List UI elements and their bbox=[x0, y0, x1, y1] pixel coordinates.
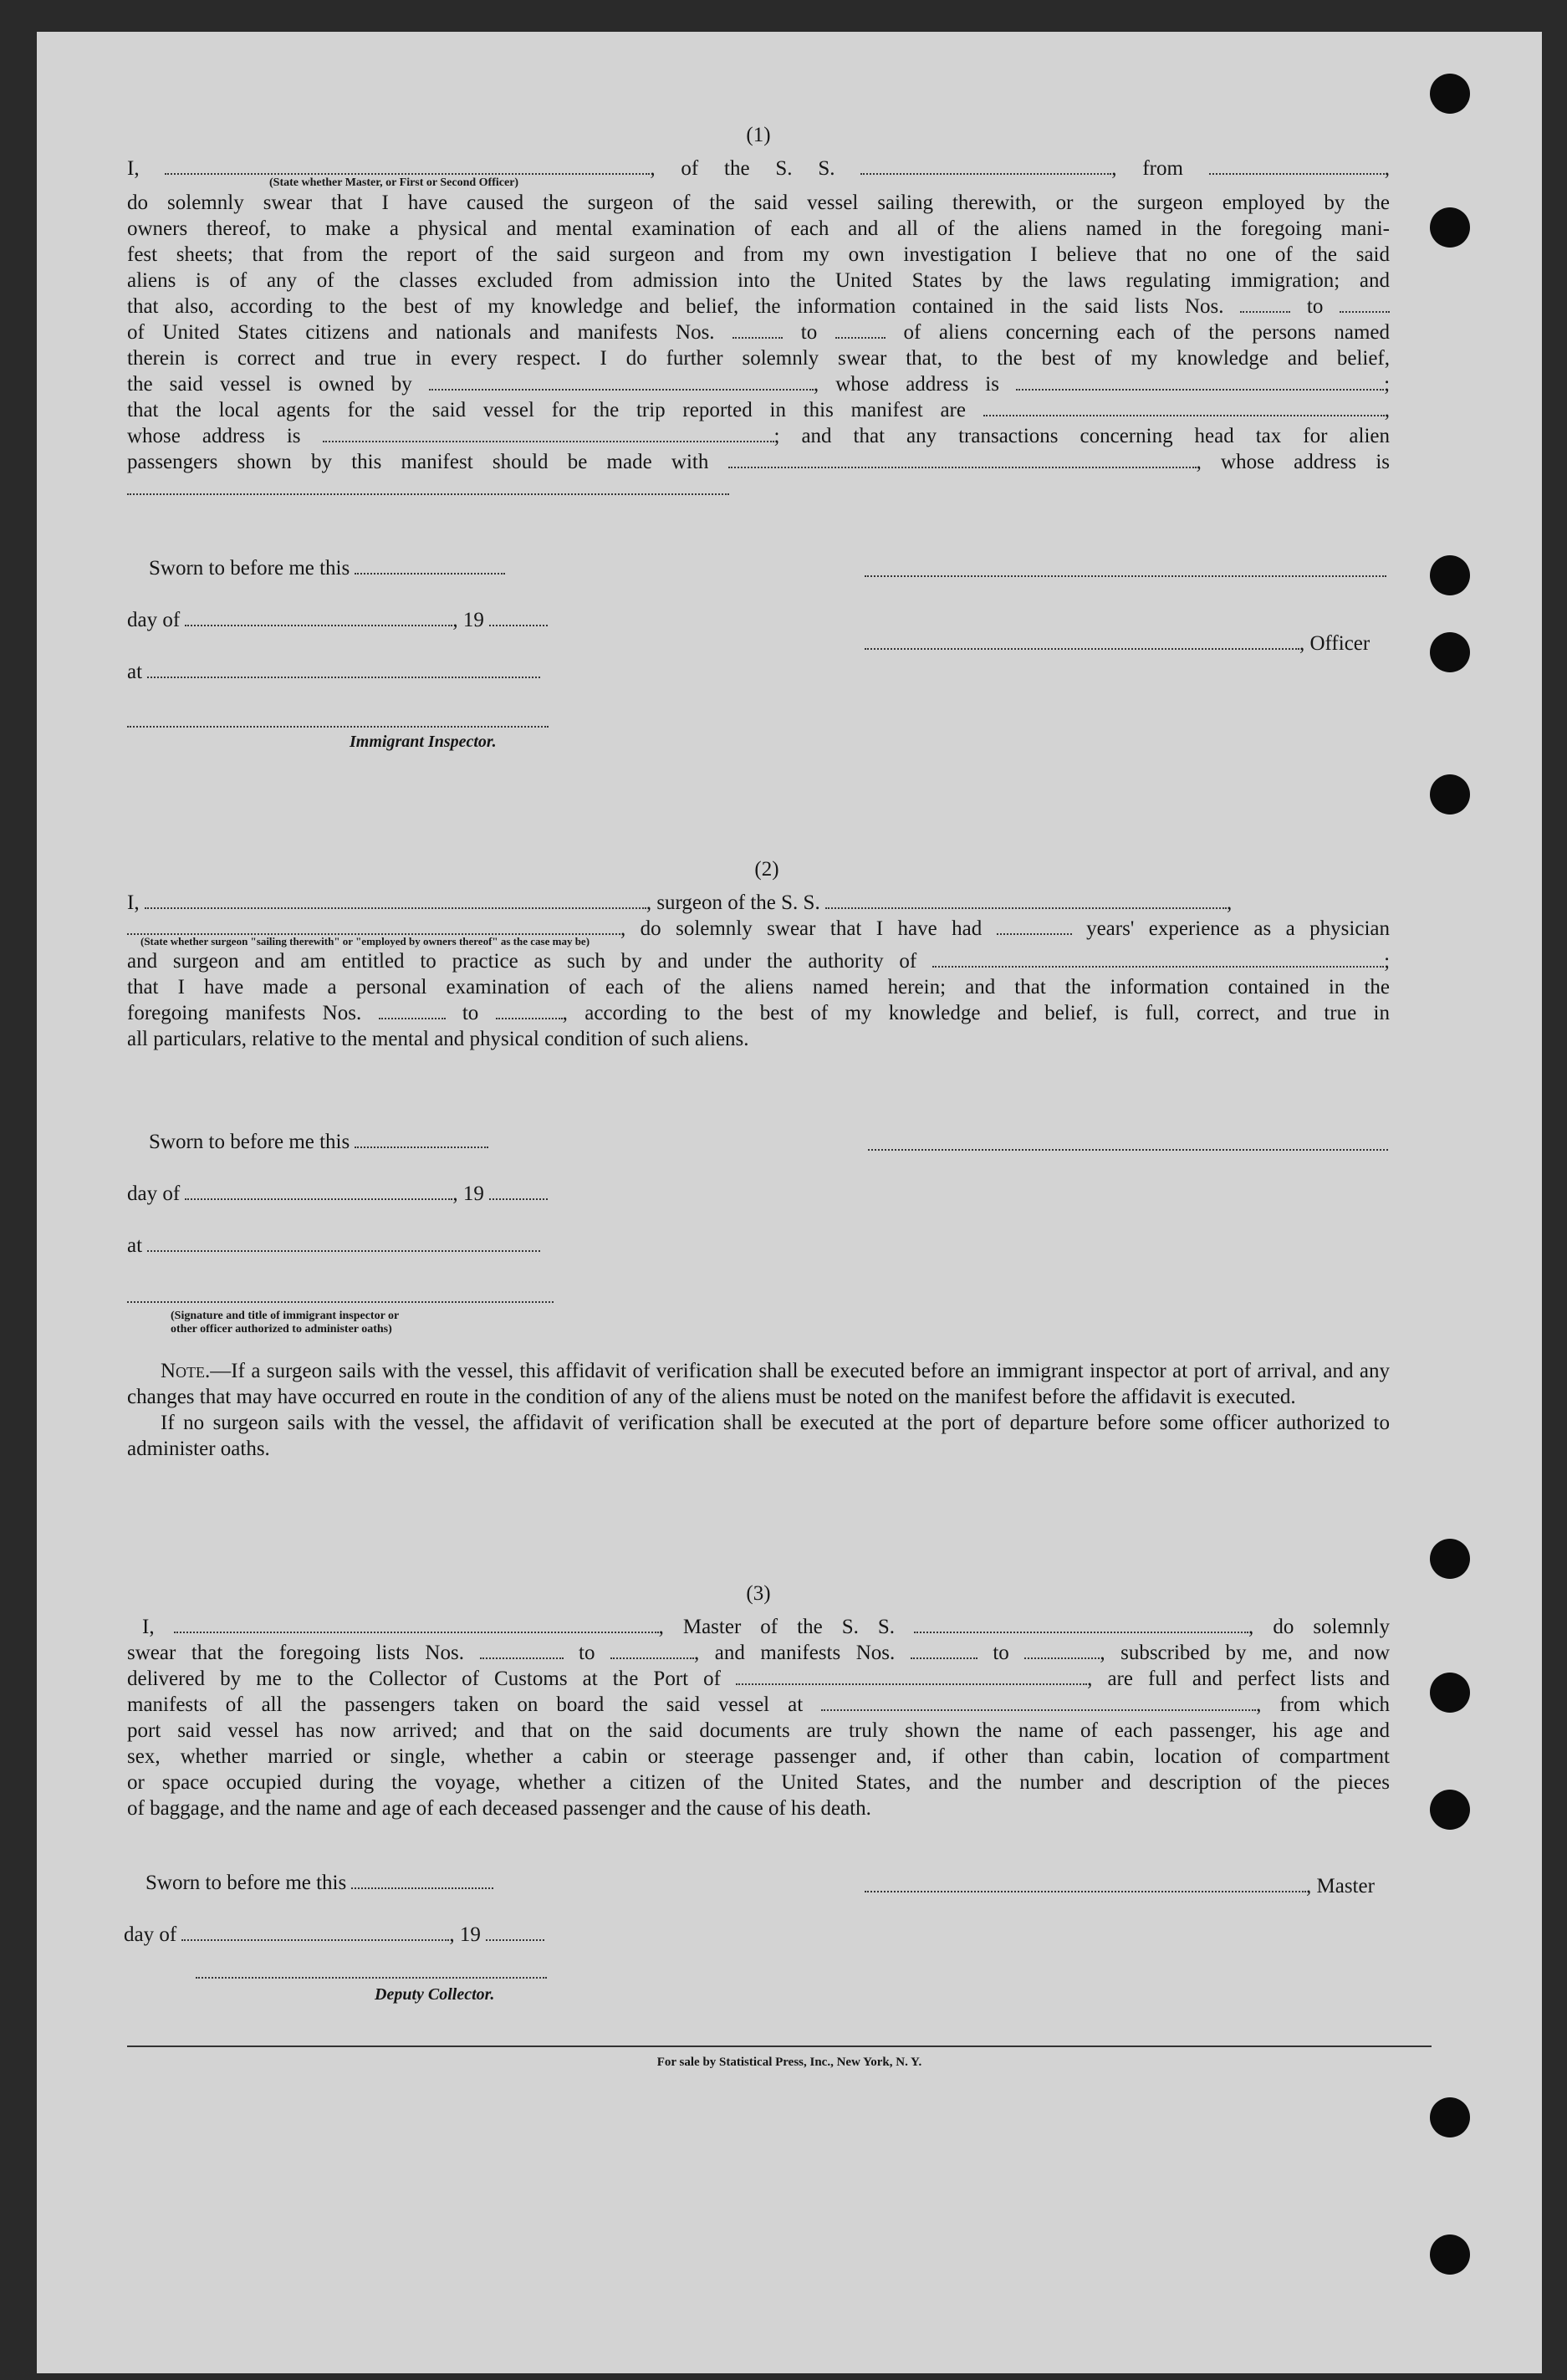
blank-day-3[interactable] bbox=[181, 1934, 449, 1941]
note-paragraph: If no surgeon sails with the vessel, the affidavit of verification shall be executed at the port of departure before some officer authorized to administer oaths. bbox=[127, 1412, 1390, 1460]
blank-sworn-date-2[interactable] bbox=[355, 1141, 488, 1148]
officer-signature-line[interactable] bbox=[865, 575, 1386, 577]
section-number: (2) bbox=[754, 858, 779, 881]
blank-local-agents[interactable] bbox=[983, 410, 1385, 416]
form-line: aliens is of any of the classes excluded from admission into the United States by the laws regulating immigration; and bbox=[127, 269, 1390, 292]
day-of-line: day of , 19 bbox=[127, 609, 548, 632]
blank-owner[interactable] bbox=[429, 384, 814, 391]
blank-year-2[interactable] bbox=[489, 1193, 548, 1200]
punch-hole bbox=[1430, 2234, 1470, 2275]
sworn-line: Sworn to before me this bbox=[149, 557, 505, 580]
day-of-line: day of , 19 bbox=[124, 1923, 544, 1947]
blank-owner-address[interactable] bbox=[1016, 384, 1384, 391]
blank-vessel-name-3[interactable] bbox=[914, 1627, 1248, 1633]
blank-port-of-boarding[interactable] bbox=[821, 1704, 1256, 1711]
signature-hint: other officer authorized to administer oaths) bbox=[171, 1323, 392, 1336]
blank-head-tax-agent[interactable] bbox=[728, 462, 1197, 468]
form-line: delivered by me to the Collector of Customs at the Port of , are full and perfect lists and bbox=[127, 1668, 1391, 1690]
master-line: , Master bbox=[865, 1875, 1375, 1898]
form-line: owners thereof, to make a physical and mental examination of each and all of the aliens named in the foregoing mani- bbox=[127, 217, 1390, 240]
blank-day[interactable] bbox=[185, 620, 452, 626]
affidavit-master-officer bbox=[127, 124, 1390, 495]
punch-hole bbox=[1430, 74, 1470, 114]
form-line: foregoing manifests Nos. to , according to the best of my knowledge and belief, is full, correct, and true in bbox=[127, 1002, 1390, 1024]
blank-officer-name[interactable] bbox=[165, 168, 650, 175]
affidavit-master bbox=[127, 1582, 1390, 1821]
note-paragraph: Note.—If a surgeon sails with the vessel, this affidavit of verification shall be executed before an immigrant inspector at port of arrival, and any changes that may have occurred en route in the condition of any of the aliens must be noted on the manifest before the affidavit is executed. bbox=[127, 1360, 1390, 1408]
blank-authority[interactable] bbox=[932, 961, 1384, 968]
form-line: that I have made a personal examination of each of the aliens named herein; and that the information contained in the bbox=[127, 976, 1390, 998]
form-line: I, , surgeon of the S. S. , bbox=[127, 891, 1233, 914]
blank-list-to[interactable] bbox=[1340, 306, 1390, 313]
blank-port-of-customs[interactable] bbox=[736, 1678, 1087, 1685]
punch-hole bbox=[1430, 632, 1470, 672]
section-number: (3) bbox=[746, 1582, 771, 1605]
blank-at-place[interactable] bbox=[147, 672, 540, 678]
blank-master-signature[interactable] bbox=[865, 1886, 1306, 1892]
form-line: passengers shown by this manifest should be made with , whose address is bbox=[127, 451, 1390, 473]
note-section bbox=[127, 1358, 1390, 1462]
blank-officer-signature[interactable] bbox=[865, 643, 1299, 650]
blank-list-from[interactable] bbox=[1240, 306, 1290, 313]
officer-line: , Officer bbox=[865, 632, 1370, 656]
blank-continuation[interactable] bbox=[127, 475, 729, 495]
form-line: sex, whether married or single, whether a cabin or steerage passenger and, if other than cabin, location of compartment bbox=[127, 1745, 1390, 1768]
blank-manifest-from-2[interactable] bbox=[379, 1013, 446, 1019]
surgeon-signature-line[interactable] bbox=[868, 1149, 1388, 1151]
form-line: fest sheets; that from the report of the said surgeon and from my own investigation I believe that no one of the said bbox=[127, 243, 1390, 266]
form-line: swear that the foregoing lists Nos. to , and manifests Nos. to , subscribed by me, and now bbox=[127, 1642, 1391, 1664]
blank-sworn-date-3[interactable] bbox=[351, 1882, 493, 1889]
collector-signature-line[interactable] bbox=[196, 1977, 547, 1979]
blank-port-from[interactable] bbox=[1209, 168, 1385, 175]
form-line: manifests of all the passengers taken on board the said vessel at , from which bbox=[127, 1693, 1390, 1716]
punch-hole bbox=[1430, 1673, 1470, 1713]
form-line: that also, according to the best of my knowledge and belief, the information contained in the said lists Nos. to bbox=[127, 294, 1390, 319]
section-number: (1) bbox=[746, 124, 771, 146]
blank-manifest-to-3[interactable] bbox=[1024, 1652, 1100, 1659]
sworn-line: Sworn to before me this bbox=[149, 1131, 488, 1154]
blank-agents-address[interactable] bbox=[323, 436, 774, 442]
form-line: that the local agents for the said vessel for the trip reported in this manifest are , bbox=[127, 399, 1391, 421]
inspector-signature-line-2[interactable] bbox=[127, 1301, 554, 1303]
punch-hole bbox=[1430, 1790, 1470, 1830]
form-line: I, , Master of the S. S. , do solemnly bbox=[142, 1616, 1390, 1638]
blank-vessel-name-2[interactable] bbox=[825, 902, 1227, 909]
form-line: the said vessel is owned by , whose address is ; bbox=[127, 373, 1391, 396]
blank-year-3[interactable] bbox=[486, 1934, 544, 1941]
sworn-line: Sworn to before me this bbox=[145, 1872, 493, 1895]
form-line: or space occupied during the voyage, whether a citizen of the United States, and the number and description of the pieces bbox=[127, 1771, 1390, 1794]
form-line: , do solemnly swear that I have had years' experience as a physician bbox=[127, 916, 1390, 942]
punch-hole bbox=[1430, 1539, 1470, 1579]
blank-manifest-to[interactable] bbox=[835, 332, 886, 339]
blank-year[interactable] bbox=[489, 620, 548, 626]
signature-hint: (Signature and title of immigrant inspector or bbox=[171, 1310, 400, 1322]
footer-rule bbox=[127, 2045, 1432, 2047]
day-of-line: day of , 19 bbox=[127, 1182, 548, 1206]
punch-hole bbox=[1430, 2097, 1470, 2137]
field-hint: (State whether Master, or First or Second Officer) bbox=[269, 176, 519, 189]
affidavit-surgeon bbox=[127, 858, 1390, 1052]
punch-hole bbox=[1430, 774, 1470, 815]
inspector-title: Immigrant Inspector. bbox=[350, 733, 497, 751]
blank-surgeon-status[interactable] bbox=[127, 928, 620, 935]
blank-list-from-3[interactable] bbox=[480, 1652, 564, 1659]
blank-sworn-date[interactable] bbox=[355, 568, 505, 575]
at-line: at bbox=[127, 1234, 540, 1258]
blank-surgeon-name[interactable] bbox=[145, 902, 646, 909]
blank-manifest-to-2[interactable] bbox=[496, 1013, 563, 1019]
form-line: whose address is ; and that any transactions concerning head tax for alien bbox=[127, 425, 1390, 447]
blank-manifest-from-3[interactable] bbox=[911, 1652, 977, 1659]
printer-credit: For sale by Statistical Press, Inc., New York, N. Y. bbox=[656, 2056, 922, 2069]
form-line: port said vessel has now arrived; and that on the said documents are truly shown the name of each passenger, his age and bbox=[127, 1719, 1390, 1742]
field-hint: (State whether surgeon "sailing therewith" or "employed by owners thereof" as the case may be) bbox=[140, 935, 590, 947]
blank-day-2[interactable] bbox=[185, 1193, 452, 1200]
form-line: all particulars, relative to the mental and physical condition of such aliens. bbox=[127, 1028, 749, 1050]
form-line: therein is correct and true in every respect. I do further solemnly swear that, to the best of my knowledge and belief, bbox=[127, 347, 1390, 370]
collector-title: Deputy Collector. bbox=[375, 1985, 495, 2004]
punch-hole bbox=[1430, 555, 1470, 595]
blank-list-to-3[interactable] bbox=[610, 1652, 694, 1659]
blank-years-experience[interactable] bbox=[997, 928, 1072, 935]
form-line: of baggage, and the name and age of each deceased passenger and the cause of his death. bbox=[127, 1797, 871, 1820]
manifest-sheet bbox=[37, 32, 1542, 2373]
form-line: and surgeon and am entitled to practice as such by and under the authority of ; bbox=[127, 950, 1391, 973]
form-line: do solemnly swear that I have caused the surgeon of the said vessel sailing therewith, or the surgeon employed by the bbox=[127, 192, 1390, 214]
form-line: of United States citizens and nationals and manifests Nos. to of aliens concerning each of the persons named bbox=[127, 321, 1391, 344]
punch-hole bbox=[1430, 207, 1470, 248]
form-line: I, , of the S. S. , from , bbox=[127, 157, 1390, 180]
blank-manifest-from[interactable] bbox=[732, 332, 783, 339]
inspector-signature-line[interactable] bbox=[127, 726, 549, 728]
blank-master-name[interactable] bbox=[174, 1627, 659, 1633]
blank-at-place-2[interactable] bbox=[147, 1245, 540, 1252]
at-line: at bbox=[127, 661, 540, 684]
blank-vessel-name[interactable] bbox=[860, 168, 1111, 175]
note-label: Note. bbox=[161, 1360, 211, 1382]
